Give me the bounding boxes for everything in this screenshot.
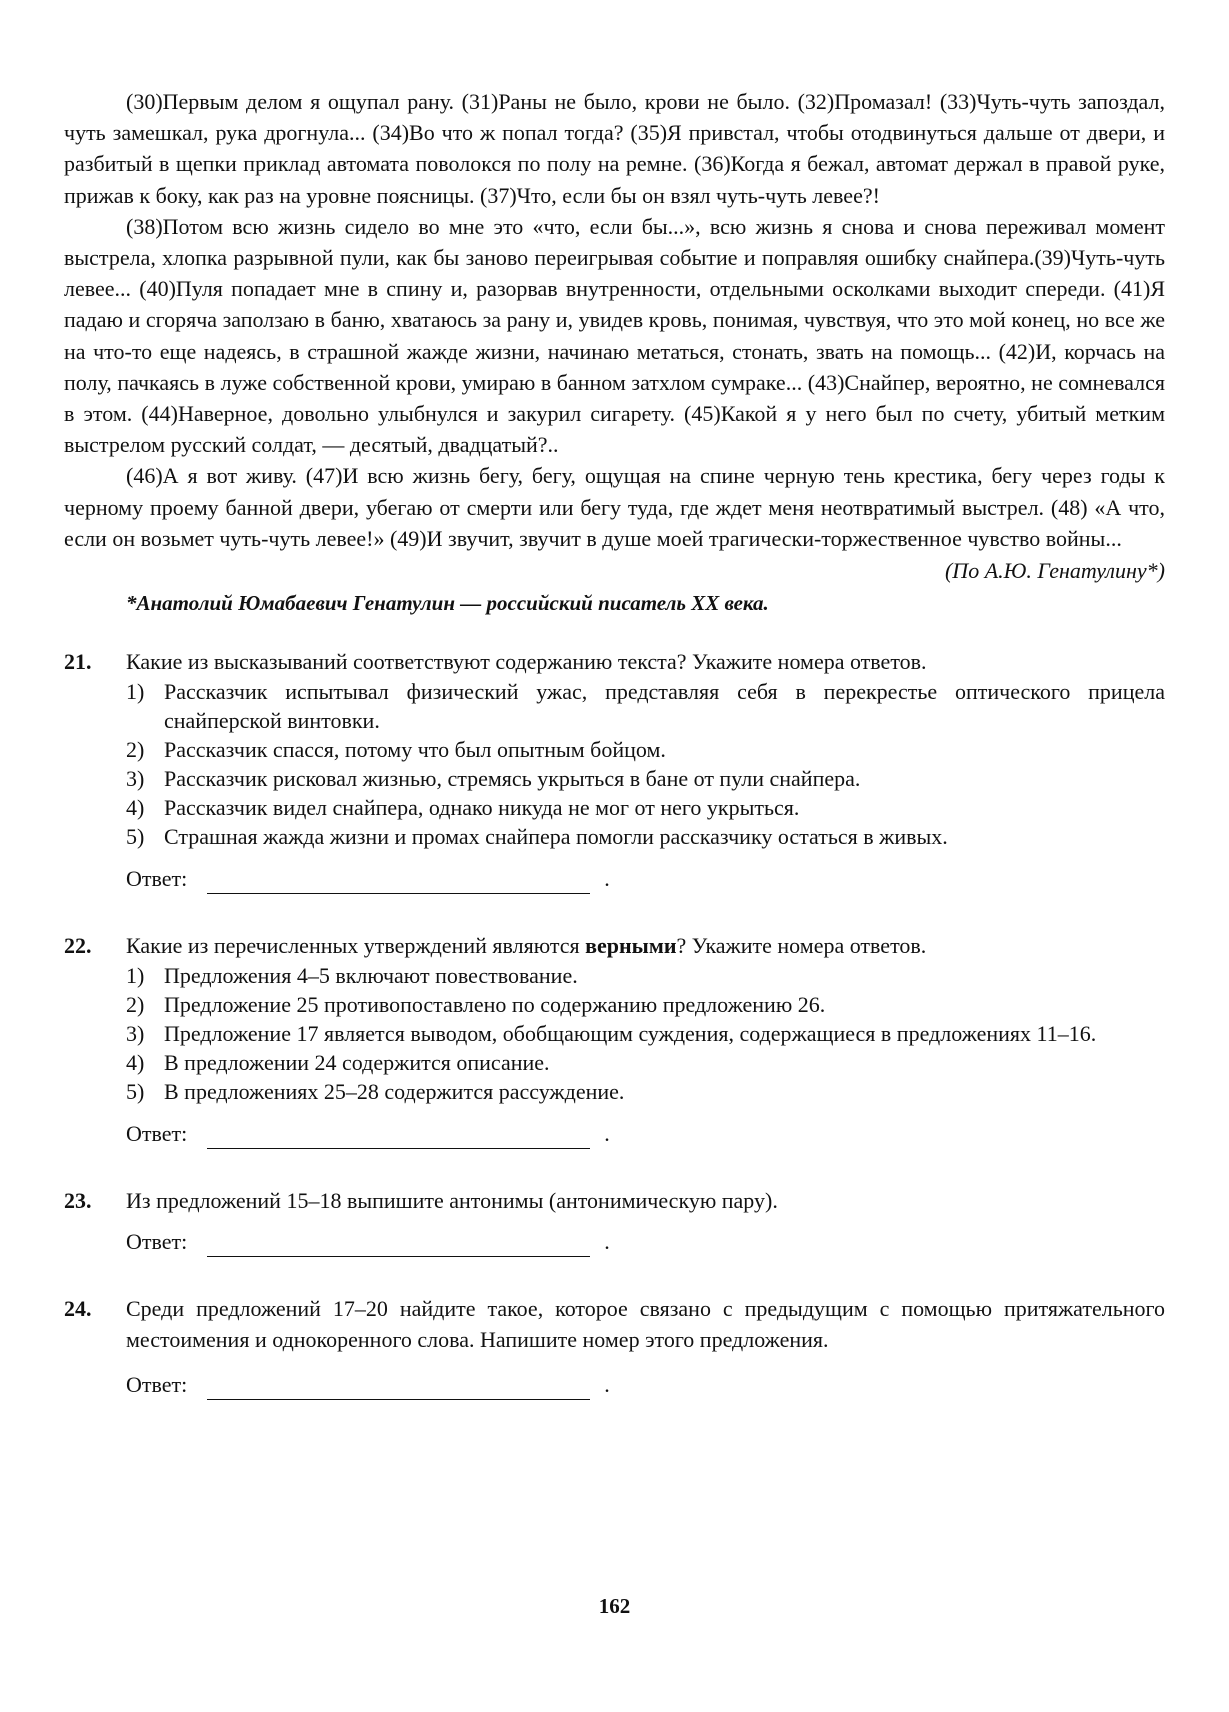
option-item — [126, 677, 1165, 735]
task-question: Какие из высказываний соответствуют содержанию текста? Укажите номера ответов. — [126, 649, 927, 675]
option-text: Рассказчик рисковал жизнью, стремясь укрыться в бане от пули снайпера. — [164, 766, 861, 792]
answer-period: . — [604, 1121, 610, 1147]
option-text: Рассказчик спасся, потому что был опытным бойцом. — [164, 737, 666, 763]
answer-options — [126, 677, 1165, 851]
option-text: Предложения 4–5 включают повествование. — [164, 963, 578, 989]
passage-paragraph: (46)А я вот живу. (47)И всю жизнь бегу, бегу, ощущая на спине черную тень крестика, бегу через годы к черному проему банной двери, убегаю от смерти или бегу туда, где ждет меня неотвратимый выстрел. (48) «А что, если он возьмет чуть-чуть левее!» (49)И звучит, звучит в душе моей трагически-торжественное чувство войны... — [64, 463, 1165, 551]
answer-label: Ответ: — [126, 1121, 188, 1147]
source-attribution: (По А.Ю. Генатулину*) — [944, 558, 1165, 584]
task-question: Из предложений 15–18 выпишите антонимы (антонимическую пару). — [126, 1188, 778, 1214]
passage-paragraph: (38)Потом всю жизнь сидело во мне это «что, если бы...», всю жизнь я снова и снова переживал момент выстрела, хлопка разрывной пули, как бы заново переигрывая событие и поправляя ошибку снайпера.(39)Чуть-чуть левее... (40)Пуля попадает мне в спину и, разорвав внутренности, отдельными осколками выходит спереди. (41)Я падаю и сгоряча заползаю в баню, хватаюсь за рану и, увидев кровь, понимая, чувствуя, что это мой конец, но все же на что-то еще надеясь, в страшной жажде жизни, начинаю метаться, стонать, звать на помощь... (42)И, корчась на полу, пачкаясь в луже собственной крови, умираю в банном затхлом сумраке... (43)Снайпер, вероятно, не сомневался в этом. (44)Наверное, довольно улыбнулся и закурил сигарету. (45)Какой я у него был по счету, убитый метким выстрелом русский солдат, — десятый, двадцатый?.. — [64, 213, 1165, 458]
task-question: Среди предложений 17–20 найдите такое, которое связано с предыдущим с помощью притяжательного местоимения и однокоренного слова. Напишите номер этого предложения. — [126, 1296, 1165, 1353]
option-text: Рассказчик видел снайпера, однако никуда не мог от него укрыться. — [164, 795, 800, 821]
task-22 — [64, 930, 1165, 1149]
option-item — [126, 1019, 1165, 1048]
answer-row — [126, 1226, 1165, 1257]
answer-field[interactable] — [207, 871, 590, 894]
task-23 — [64, 1185, 1165, 1257]
task-24 — [64, 1293, 1165, 1400]
option-number: 1) — [126, 963, 145, 989]
reading-passage — [64, 86, 1165, 554]
option-text: Предложение 25 противопоставлено по содержанию предложению 26. — [164, 992, 826, 1018]
option-number: 2) — [126, 737, 145, 763]
option-number: 4) — [126, 795, 145, 821]
option-number: 5) — [126, 824, 145, 850]
option-item — [126, 793, 1165, 822]
option-number: 5) — [126, 1079, 145, 1105]
task-number: 21. — [64, 649, 92, 675]
answer-field[interactable] — [207, 1234, 590, 1257]
answer-row — [126, 863, 1165, 894]
answer-period: . — [604, 866, 610, 892]
answer-label: Ответ: — [126, 1229, 188, 1255]
option-text: Предложение 17 является выводом, обобщающим суждения, содержащиеся в предложениях 11–16. — [164, 1021, 1097, 1047]
option-text: Рассказчик испытывал физический ужас, представляя себя в перекрестье оптического прицела снайперской винтовки. — [164, 679, 1165, 734]
task-question — [126, 930, 1165, 961]
option-text: В предложениях 25–28 содержится рассуждение. — [164, 1079, 625, 1105]
answer-label: Ответ: — [126, 1372, 188, 1398]
option-item — [126, 822, 1165, 851]
answer-field[interactable] — [207, 1126, 590, 1149]
option-item — [126, 990, 1165, 1019]
option-number: 3) — [126, 1021, 145, 1047]
answer-options — [126, 961, 1165, 1106]
answer-period: . — [604, 1372, 610, 1398]
question-emphasis: верными — [585, 933, 677, 959]
option-text: Страшная жажда жизни и промах снайпера помогли рассказчику остаться в живых. — [164, 824, 948, 850]
answer-field[interactable] — [207, 1377, 590, 1400]
option-number: 1) — [126, 679, 145, 705]
task-number: 23. — [64, 1188, 92, 1214]
task-number: 22. — [64, 933, 92, 959]
passage-paragraph: (30)Первым делом я ощупал рану. (31)Раны не было, крови не было. (32)Промазал! (33)Чуть-чуть запоздал, чуть замешкал, рука дрогнула... (34)Во что ж попал тогда? (35)Я привстал, чтобы отодвинуться дальше от двери, и разбитый в щепки приклад автомата поволокся по полу на ремне. (36)Когда я бежал, автомат держал в правой руке, прижав к боку, как раз на уровне поясницы. (37)Что, если бы он взял чуть-чуть левее?! — [64, 89, 1165, 208]
option-item — [126, 1077, 1165, 1106]
author-footnote: *Анатолий Юмабаевич Генатулин — российский писатель XX века. — [126, 591, 769, 616]
option-item — [126, 764, 1165, 793]
option-item — [126, 961, 1165, 990]
answer-period: . — [604, 1229, 610, 1255]
page-number: 162 — [598, 1594, 631, 1618]
option-item — [126, 735, 1165, 764]
task-number: 24. — [64, 1296, 92, 1322]
answer-label: Ответ: — [126, 866, 188, 892]
option-number: 4) — [126, 1050, 145, 1076]
option-number: 3) — [126, 766, 145, 792]
option-number: 2) — [126, 992, 145, 1018]
question-text: Какие из перечисленных утверждений являются — [126, 933, 586, 959]
question-text: ? Укажите номера ответов. — [676, 933, 927, 959]
answer-row — [126, 1369, 1165, 1400]
option-text: В предложении 24 содержится описание. — [164, 1050, 550, 1076]
option-item — [126, 1048, 1165, 1077]
task-21 — [64, 646, 1165, 894]
answer-row — [126, 1118, 1165, 1149]
